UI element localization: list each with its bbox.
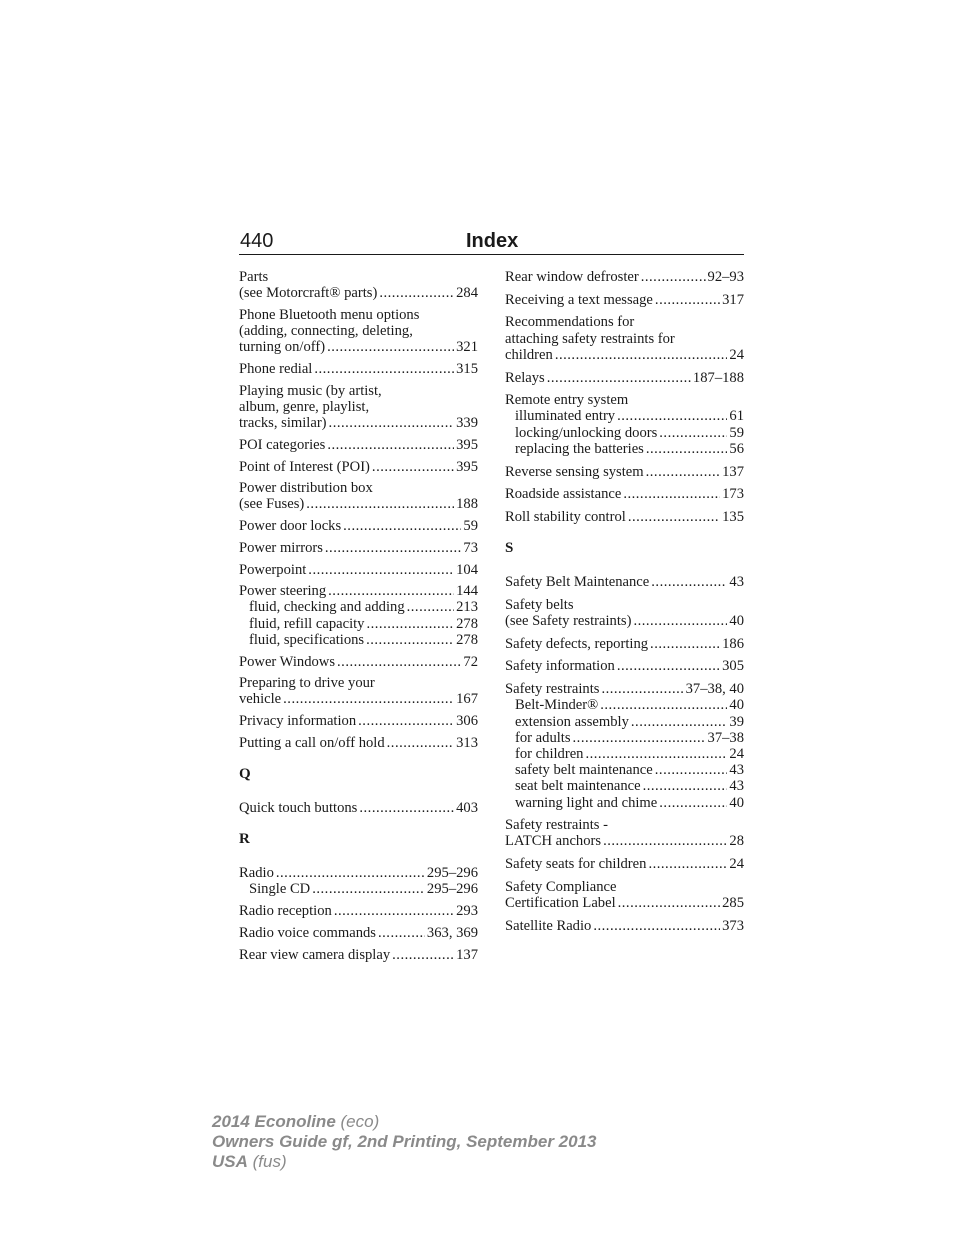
entry-text: POI categories xyxy=(239,436,326,453)
index-entry xyxy=(505,574,744,590)
index-entry-line xyxy=(239,518,478,534)
entry-text: Rear window defroster xyxy=(505,269,639,285)
entry-text: attaching safety restraints for xyxy=(505,330,675,347)
index-entry-line xyxy=(239,925,478,941)
index-subentry-line xyxy=(505,425,744,441)
index-entry xyxy=(239,865,478,897)
dot-leader xyxy=(343,518,461,534)
dot-leader xyxy=(655,762,728,778)
dot-leader xyxy=(628,509,720,525)
page-reference: 395 xyxy=(456,436,478,453)
index-entry xyxy=(239,540,478,556)
index-entry-line xyxy=(505,347,744,363)
dot-leader xyxy=(651,574,727,590)
page-reference: 284 xyxy=(456,285,478,302)
dot-leader xyxy=(617,408,727,424)
entry-text: Certification Label xyxy=(505,895,616,912)
index-entry-line xyxy=(239,323,478,339)
entry-text: Satellite Radio xyxy=(505,917,592,934)
page-reference: 24 xyxy=(729,346,744,363)
entry-text: Reverse sensing system xyxy=(505,463,644,480)
dot-leader xyxy=(646,441,728,457)
dot-leader xyxy=(378,925,425,941)
entry-text: Relays xyxy=(505,369,545,386)
page-reference: 39 xyxy=(729,713,744,730)
entry-text: safety belt maintenance xyxy=(515,762,653,779)
dot-leader xyxy=(646,464,720,480)
dot-leader xyxy=(372,459,454,475)
dot-leader xyxy=(623,486,720,502)
index-subentry-line xyxy=(505,746,744,762)
index-entry-line xyxy=(505,879,744,895)
entry-text: for adults xyxy=(515,729,571,746)
dot-leader xyxy=(325,540,462,556)
index-entry-line xyxy=(239,415,478,431)
index-entry-line xyxy=(239,307,478,323)
index-entry xyxy=(239,269,478,301)
page-reference: 285 xyxy=(722,895,744,912)
page-reference: 395 xyxy=(456,458,478,475)
index-entry-line xyxy=(505,613,744,629)
dot-leader xyxy=(659,425,727,441)
page-reference: 73 xyxy=(463,539,478,556)
entry-text: Power steering xyxy=(239,583,327,600)
page-reference: 24 xyxy=(729,745,744,762)
index-entry-line xyxy=(505,895,744,911)
entry-text: Safety defects, reporting xyxy=(505,635,649,652)
entry-text: Parts xyxy=(239,269,269,285)
page-reference: 40 xyxy=(729,697,744,714)
entry-text: seat belt maintenance xyxy=(515,778,641,795)
index-entry-line xyxy=(239,480,478,496)
entry-text: Receiving a text message xyxy=(505,291,653,308)
entry-text: tracks, similar) xyxy=(239,415,327,432)
dot-leader xyxy=(334,903,454,919)
index-column-right xyxy=(505,269,744,941)
dot-leader xyxy=(555,347,728,363)
dot-leader xyxy=(359,800,454,816)
page-reference: 167 xyxy=(456,691,478,708)
page-reference: 295–296 xyxy=(426,881,478,898)
entry-text: fluid, checking and adding xyxy=(249,599,405,616)
entry-text: locking/unlocking doors xyxy=(515,424,658,441)
page-reference: 339 xyxy=(456,415,478,432)
index-subentry-line xyxy=(505,795,744,811)
index-entry-line xyxy=(505,509,744,525)
entry-text: Safety Compliance xyxy=(505,878,617,895)
index-entry xyxy=(239,459,478,475)
index-entry xyxy=(239,735,478,751)
page-reference: 61 xyxy=(729,408,744,425)
index-entry-line xyxy=(505,292,744,308)
entry-text: Safety information xyxy=(505,658,615,675)
index-entry xyxy=(505,879,744,911)
index-entry-line xyxy=(239,399,478,415)
index-entry-line xyxy=(239,339,478,355)
index-entry-line xyxy=(505,331,744,347)
index-entry-line xyxy=(239,691,478,707)
entry-text: Radio reception xyxy=(239,903,332,920)
index-subentry-line xyxy=(505,730,744,746)
index-entry-line xyxy=(505,658,744,674)
entry-text: Safety belts xyxy=(505,596,574,613)
page-reference: 293 xyxy=(456,903,478,920)
index-entry-line xyxy=(239,285,478,301)
index-entry-line xyxy=(239,654,478,670)
dot-leader xyxy=(366,632,454,648)
entry-text: turning on/off) xyxy=(239,339,326,356)
index-entry xyxy=(505,918,744,934)
entry-text: Putting a call on/off hold xyxy=(239,734,385,751)
dot-leader xyxy=(327,437,454,453)
dot-leader xyxy=(631,714,728,730)
dot-leader xyxy=(283,691,454,707)
index-entry-line xyxy=(505,314,744,330)
page-reference: 213 xyxy=(456,599,478,616)
index-entry xyxy=(239,654,478,670)
footer-market-code: (fus) xyxy=(252,1152,287,1171)
page-reference: 144 xyxy=(456,583,478,600)
dot-leader xyxy=(573,730,706,746)
page-reference: 56 xyxy=(729,440,744,457)
page-reference: 137 xyxy=(722,463,744,480)
index-entry xyxy=(239,925,478,941)
entry-text: Point of Interest (POI) xyxy=(239,458,370,475)
page-reference: 403 xyxy=(456,800,478,817)
dot-leader xyxy=(276,865,425,881)
entry-text: Preparing to drive your xyxy=(239,675,375,692)
entry-text: fluid, specifications xyxy=(249,631,365,648)
page-reference: 24 xyxy=(729,856,744,873)
index-entry xyxy=(505,856,744,872)
dot-leader xyxy=(601,681,683,697)
footer-model: 2014 Econoline xyxy=(212,1112,336,1131)
index-entry xyxy=(505,370,744,386)
dot-leader xyxy=(617,658,720,674)
index-entry xyxy=(505,464,744,480)
footer-line-3 xyxy=(212,1152,596,1172)
footer-market: USA xyxy=(212,1152,248,1171)
page-reference: 306 xyxy=(456,713,478,730)
entry-text: (see Fuses) xyxy=(239,496,305,513)
dot-leader xyxy=(659,795,727,811)
entry-text: extension assembly xyxy=(515,713,629,730)
dot-leader xyxy=(337,654,461,670)
dot-leader xyxy=(648,856,727,872)
page-reference: 295–296 xyxy=(426,865,478,882)
index-entry xyxy=(505,817,744,849)
page-reference: 188 xyxy=(456,496,478,513)
index-entry-line xyxy=(239,459,478,475)
entry-text: Playing music (by artist, xyxy=(239,382,382,399)
page-reference: 59 xyxy=(463,518,478,535)
dot-leader xyxy=(585,746,727,762)
index-subentry-line xyxy=(239,616,478,632)
index-entry-line xyxy=(239,675,478,691)
page-reference: 313 xyxy=(456,734,478,751)
entry-text: Safety restraints - xyxy=(505,817,608,834)
entry-text: Rear view camera display xyxy=(239,946,391,963)
dot-leader xyxy=(379,285,454,301)
page-reference: 187–188 xyxy=(692,369,744,386)
dot-leader xyxy=(329,415,455,431)
entry-text: warning light and chime xyxy=(515,794,658,811)
dot-leader xyxy=(366,616,454,632)
index-entry-line xyxy=(239,583,478,599)
index-subentry-line xyxy=(505,762,744,778)
page-reference: 363, 369 xyxy=(426,924,478,941)
entry-text: Power Windows xyxy=(239,653,336,670)
index-entry-line xyxy=(239,383,478,399)
entry-text: Safety seats for children xyxy=(505,856,647,873)
index-entry-line xyxy=(239,800,478,816)
index-entry-line xyxy=(505,269,744,285)
index-entry xyxy=(505,314,744,363)
entry-text: Roll stability control xyxy=(505,508,626,525)
page-reference: 28 xyxy=(729,833,744,850)
dot-leader xyxy=(392,947,454,963)
index-entry-line xyxy=(505,817,744,833)
footer xyxy=(212,1112,596,1172)
entry-text: Power mirrors xyxy=(239,539,323,556)
index-entry xyxy=(239,583,478,648)
index-entry xyxy=(239,307,478,356)
entry-text: fluid, refill capacity xyxy=(249,615,365,632)
entry-text: Power distribution box xyxy=(239,480,373,497)
dot-leader xyxy=(641,269,706,285)
entry-text: Roadside assistance xyxy=(505,486,622,503)
page-reference: 186 xyxy=(722,635,744,652)
index-entry-line xyxy=(239,361,478,377)
index-entry-line xyxy=(239,903,478,919)
entry-text: (see Safety restraints) xyxy=(505,613,632,630)
index-entry xyxy=(505,681,744,811)
page-reference: 104 xyxy=(456,561,478,578)
page-reference: 278 xyxy=(456,615,478,632)
dot-leader xyxy=(358,713,454,729)
entry-text: Remote entry system xyxy=(505,392,629,409)
index-entry xyxy=(505,636,744,652)
entry-text: Single CD xyxy=(249,881,311,898)
index-subentry-line xyxy=(505,697,744,713)
index-entry-line xyxy=(505,486,744,502)
index-entry-line xyxy=(505,833,744,849)
index-entry xyxy=(239,518,478,534)
index-entry xyxy=(239,903,478,919)
index-entry xyxy=(239,713,478,729)
entry-text: Safety restraints xyxy=(505,681,600,698)
index-entry xyxy=(239,800,478,816)
page-reference: 321 xyxy=(456,339,478,356)
index-entry xyxy=(239,361,478,377)
index-entry xyxy=(239,947,478,963)
entry-text: LATCH anchors xyxy=(505,833,602,850)
index-subentry-line xyxy=(239,632,478,648)
dot-leader xyxy=(327,339,454,355)
dot-leader xyxy=(312,881,425,897)
index-entry xyxy=(239,675,478,707)
entry-text: Powerpoint xyxy=(239,561,307,578)
section-letter: S xyxy=(505,540,514,557)
dot-leader xyxy=(387,735,454,751)
entry-text: Phone Bluetooth menu options xyxy=(239,306,420,323)
index-subentry-line xyxy=(505,778,744,794)
index-subentry-line xyxy=(505,408,744,424)
index-subentry-line xyxy=(239,599,478,615)
dot-leader xyxy=(643,778,728,794)
index-entry-line xyxy=(505,597,744,613)
entry-text: vehicle xyxy=(239,691,282,708)
dot-leader xyxy=(650,636,720,652)
index-subentry-line xyxy=(505,714,744,730)
entry-text: Power door locks xyxy=(239,518,342,535)
page-reference: 317 xyxy=(722,291,744,308)
index-entry xyxy=(505,658,744,674)
entry-text: Radio xyxy=(239,865,274,882)
dot-leader xyxy=(618,895,720,911)
page-reference: 135 xyxy=(722,508,744,525)
page-reference: 278 xyxy=(456,631,478,648)
entry-text: children xyxy=(505,346,553,363)
entry-text: Privacy information xyxy=(239,713,357,730)
section-letter: R xyxy=(239,831,250,848)
entry-text: Belt-Minder® xyxy=(515,697,599,714)
entry-text: Radio voice commands xyxy=(239,924,376,941)
index-entry-line xyxy=(505,636,744,652)
page-reference: 40 xyxy=(729,613,744,630)
dot-leader xyxy=(407,599,454,615)
page-reference: 305 xyxy=(722,658,744,675)
dot-leader xyxy=(328,583,454,599)
page-reference: 43 xyxy=(729,778,744,795)
index-entry-line xyxy=(505,856,744,872)
page-reference: 37–38, 40 xyxy=(685,681,744,698)
index-entry-line xyxy=(239,865,478,881)
dot-leader xyxy=(600,697,727,713)
dot-leader xyxy=(314,361,454,377)
footer-line-2 xyxy=(212,1132,596,1152)
index-column-left xyxy=(239,269,478,968)
page-reference: 43 xyxy=(729,762,744,779)
entry-text: Phone redial xyxy=(239,361,313,378)
index-entry-line xyxy=(239,562,478,578)
entry-text: for children xyxy=(515,745,584,762)
index-entry-line xyxy=(505,574,744,590)
index-entry xyxy=(239,562,478,578)
dot-leader xyxy=(306,496,454,512)
page-reference: 40 xyxy=(729,794,744,811)
page-reference: 37–38 xyxy=(707,729,744,746)
index-entry-line xyxy=(239,496,478,512)
index-entry xyxy=(239,437,478,453)
index-entry-line xyxy=(239,947,478,963)
dot-leader xyxy=(547,370,691,386)
index-entry xyxy=(505,486,744,502)
entry-text: Recommendations for xyxy=(505,314,635,331)
index-entry xyxy=(505,509,744,525)
entry-text: Safety Belt Maintenance xyxy=(505,574,650,591)
dot-leader xyxy=(308,562,454,578)
dot-leader xyxy=(633,613,727,629)
index-entry xyxy=(505,292,744,308)
index-entry xyxy=(239,383,478,432)
page-reference: 173 xyxy=(722,486,744,503)
entry-text: album, genre, playlist, xyxy=(239,398,370,415)
page-reference: 92–93 xyxy=(707,269,744,285)
index-entry-line xyxy=(239,735,478,751)
entry-text: (see Motorcraft® parts) xyxy=(239,285,378,302)
index-entry xyxy=(505,597,744,629)
index-entry-line xyxy=(505,370,744,386)
page-reference: 315 xyxy=(456,361,478,378)
index-entry xyxy=(239,480,478,512)
entry-text: (adding, connecting, deleting, xyxy=(239,323,413,340)
index-entry xyxy=(505,269,744,285)
page-header xyxy=(239,230,744,255)
dot-leader xyxy=(603,833,727,849)
index-entry-line xyxy=(239,437,478,453)
page-reference: 59 xyxy=(729,424,744,441)
page-reference: 43 xyxy=(729,574,744,591)
index-subentry-line xyxy=(505,441,744,457)
footer-edition: Owners Guide gf, 2nd Printing, September 2013 xyxy=(212,1132,597,1151)
index-entry-line xyxy=(505,392,744,408)
page-reference: 137 xyxy=(456,946,478,963)
entry-text: illuminated entry xyxy=(515,408,616,425)
dot-leader xyxy=(593,918,720,934)
dot-leader xyxy=(655,292,720,308)
index-entry-line xyxy=(239,269,478,285)
page-reference: 373 xyxy=(722,917,744,934)
page-number: 440 xyxy=(240,230,274,252)
footer-line-1 xyxy=(212,1112,596,1132)
index-entry-line xyxy=(239,540,478,556)
page-reference: 72 xyxy=(463,653,478,670)
index-entry xyxy=(505,392,744,457)
index-entry-line xyxy=(505,918,744,934)
index-subentry-line xyxy=(239,881,478,897)
index-entry-line xyxy=(505,464,744,480)
entry-text: Quick touch buttons xyxy=(239,800,358,817)
footer-model-code: (eco) xyxy=(340,1112,380,1131)
entry-text: replacing the batteries xyxy=(515,440,644,457)
page-title: Index xyxy=(466,230,519,252)
index-entry-line xyxy=(239,713,478,729)
section-letter: Q xyxy=(239,766,251,783)
index-entry-line xyxy=(505,681,744,697)
